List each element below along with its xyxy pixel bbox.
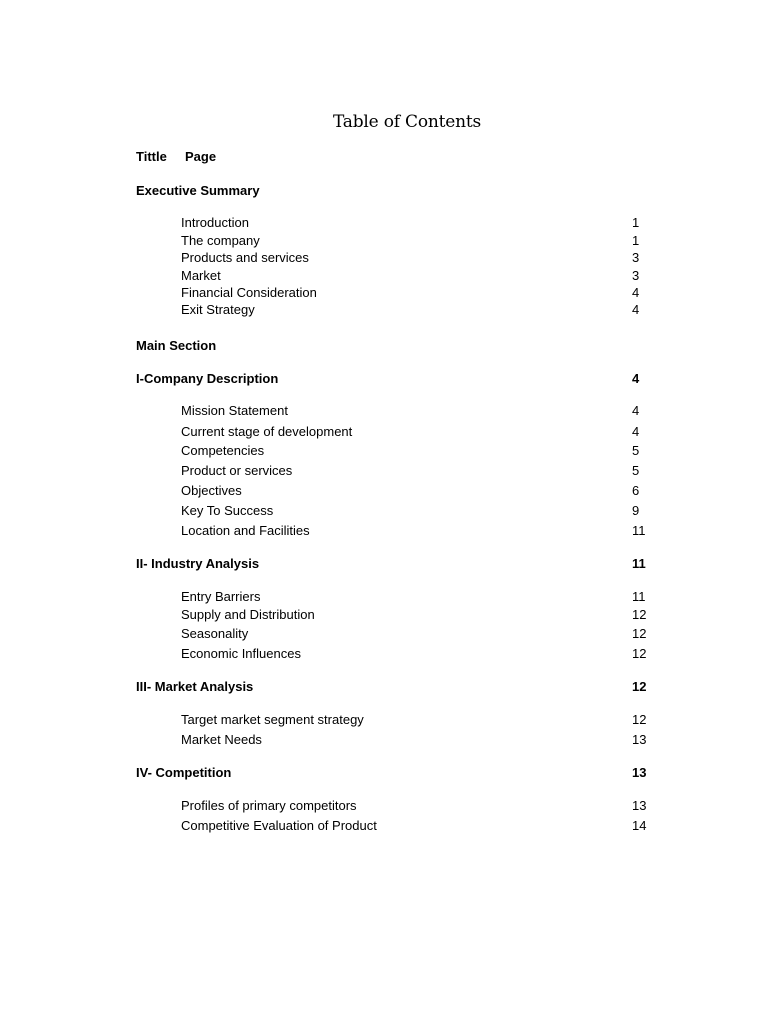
- toc-header-row: [136, 147, 217, 167]
- toc-entry-label: Entry Barriers: [181, 589, 261, 604]
- toc-entry-page: 5: [632, 463, 640, 478]
- toc-entry-page: 11: [632, 589, 646, 604]
- toc-entry-page: 4: [632, 285, 640, 300]
- section-heading-company-description: I-Company Description: [136, 371, 279, 386]
- toc-entry-page: 13: [632, 732, 647, 747]
- section-heading-main-section: Main Section: [136, 338, 217, 353]
- toc-entry-page: 13: [632, 798, 647, 813]
- toc-entry-label: Competencies: [181, 443, 265, 458]
- document-title: Table of Contents: [332, 112, 482, 132]
- section-heading-industry-analysis: II- Industry Analysis: [136, 556, 260, 571]
- toc-entry-page: 11: [632, 523, 646, 538]
- toc-entry-page: 3: [632, 250, 640, 265]
- toc-entry-page: 4: [632, 424, 640, 439]
- section-heading-executive-summary: Executive Summary: [136, 183, 260, 198]
- toc-entry-page: 12: [632, 626, 647, 641]
- title-column-header: Tittle: [136, 149, 167, 164]
- toc-entry-page: 12: [632, 712, 647, 727]
- toc-entry-page: 4: [632, 403, 640, 418]
- section-heading-competition: IV- Competition: [136, 765, 232, 780]
- toc-entry-page: 14: [632, 818, 647, 833]
- toc-entry-page: 4: [632, 302, 640, 317]
- section-page-company-description: 4: [632, 371, 640, 386]
- toc-entry-label: The company: [181, 233, 260, 248]
- toc-entry-label: Products and services: [181, 250, 309, 265]
- section-heading-market-analysis: III- Market Analysis: [136, 679, 254, 694]
- toc-entry-page: 5: [632, 443, 640, 458]
- section-page-competition: 13: [632, 765, 647, 780]
- toc-entry-page: 9: [632, 503, 640, 518]
- toc-entry-page: 12: [632, 607, 647, 622]
- toc-entry-label: Market: [181, 268, 221, 283]
- toc-entry-label: Supply and Distribution: [181, 607, 315, 622]
- toc-entry-label: Target market segment strategy: [181, 712, 364, 727]
- toc-entry-label: Objectives: [181, 483, 242, 498]
- toc-entry-page: 1: [632, 233, 640, 248]
- toc-entry-page: 1: [632, 215, 640, 230]
- toc-entry-page: 6: [632, 483, 640, 498]
- page-column-header: Page: [185, 149, 217, 164]
- toc-entry-label: Financial Consideration: [181, 285, 317, 300]
- toc-entry-page: 12: [632, 646, 647, 661]
- toc-entry-label: Location and Facilities: [181, 523, 310, 538]
- toc-entry-label: Introduction: [181, 215, 249, 230]
- toc-entry-page: 3: [632, 268, 640, 283]
- toc-entry-label: Market Needs: [181, 732, 262, 747]
- toc-entry-label: Exit Strategy: [181, 302, 255, 317]
- toc-entry-label: Economic Influences: [181, 646, 301, 661]
- toc-entry-label: Seasonality: [181, 626, 249, 641]
- toc-entry-label: Competitive Evaluation of Product: [181, 818, 377, 833]
- toc-entry-label: Key To Success: [181, 503, 274, 518]
- toc-entry-label: Profiles of primary competitors: [181, 798, 357, 813]
- toc-entry-label: Mission Statement: [181, 403, 288, 418]
- toc-entry-label: Current stage of development: [181, 424, 353, 439]
- toc-entry-label: Product or services: [181, 463, 293, 478]
- section-page-market-analysis: 12: [632, 679, 647, 694]
- section-page-industry-analysis: 11: [632, 556, 646, 571]
